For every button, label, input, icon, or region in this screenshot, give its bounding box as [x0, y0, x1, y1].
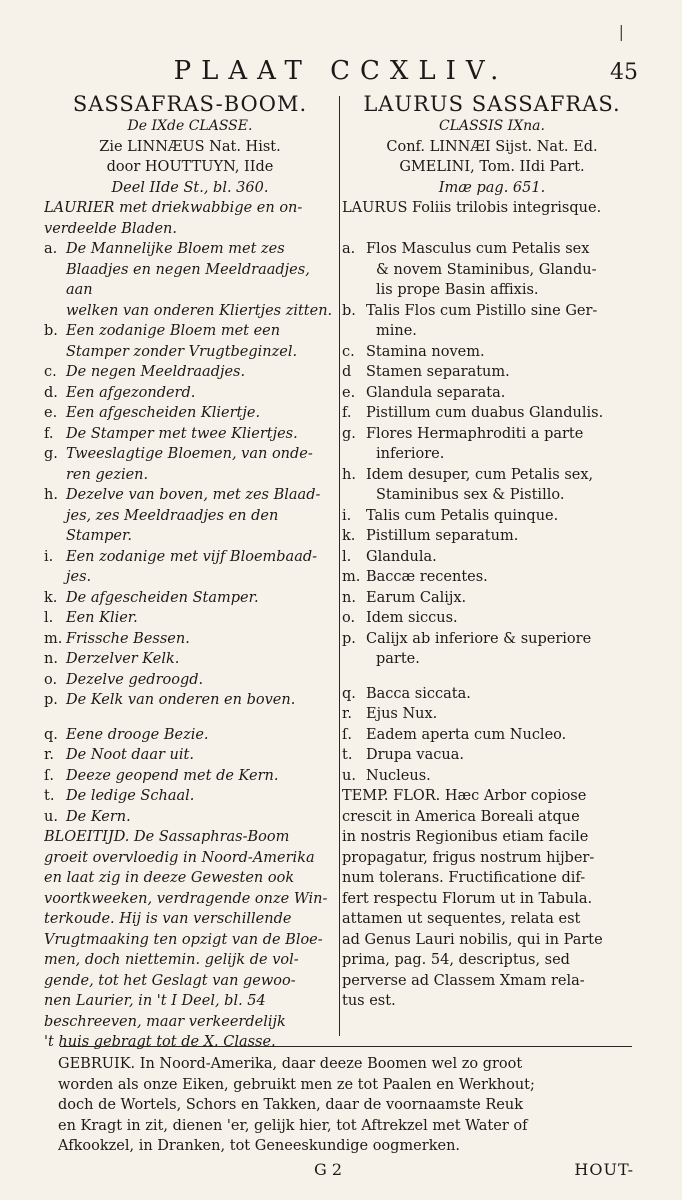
figure-key: q.	[44, 726, 58, 743]
figure-text: Glandula.	[366, 548, 437, 565]
figure-entry	[44, 588, 336, 609]
figure-text: Een afgezonderd.	[66, 384, 196, 401]
latin-ref-line: Conf. LINNÆI Sijst. Nat. Ed.	[386, 138, 598, 155]
figure-key: e.	[44, 405, 58, 421]
figure-text: Flos Masculus cum Petalis sex	[366, 241, 590, 257]
figure-text: Baccæ recentes.	[366, 569, 488, 585]
figure-entry	[342, 629, 642, 670]
figure-key: ſ.	[342, 726, 352, 743]
footer-rule	[60, 1046, 632, 1047]
text-line: terkoude. Hij is van verschillende	[44, 911, 292, 927]
figure-entry	[44, 485, 336, 547]
figure-key: k.	[342, 528, 356, 544]
figure-text: Drupa vacua.	[366, 747, 464, 763]
figure-key: t.	[44, 788, 55, 804]
dutch-class-line: De IXde CLASSE.	[127, 118, 253, 134]
text-line: BLOEITIJD. De Sassaphras-Boom	[44, 829, 290, 845]
figure-key: r.	[342, 706, 352, 722]
text-line: beschreeven, maar verkeerdelijk	[44, 1013, 286, 1030]
figure-entry	[342, 383, 642, 404]
dutch-ref-line: door HOUTTUYN, IIde	[106, 159, 274, 175]
text-line: fert respectu Florum ut in Tabula.	[342, 890, 593, 907]
figure-text: Earum Calijx.	[366, 589, 467, 606]
figure-entry	[44, 766, 336, 787]
figure-key: d.	[44, 384, 58, 401]
figure-text: Idem desuper, cum Petalis sex,	[366, 466, 594, 483]
figure-entry	[44, 321, 336, 362]
plate-title: PLAAT CCXLIV.	[173, 56, 509, 86]
page-number: 45	[610, 60, 638, 85]
text-line: groeit overvloedig in Noord-Amerika	[44, 849, 315, 866]
figure-key: c.	[342, 343, 355, 360]
figure-key: o.	[44, 671, 58, 688]
figure-text: De Stamper met twee Kliertjes.	[66, 425, 298, 442]
figure-text: Deeze geopend met de Kern.	[66, 767, 279, 784]
figure-entry	[342, 506, 642, 527]
figure-text: De Noot daar uit.	[66, 747, 194, 763]
figure-text: Talis cum Petalis quinque.	[366, 507, 559, 524]
latin-ref-line: Imæ pag. 651.	[438, 179, 546, 196]
figure-key: r.	[44, 747, 54, 763]
figure-text: De negen Meeldraadjes.	[66, 364, 246, 380]
figure-text: Nucleus.	[366, 767, 431, 784]
figure-text: Tweeslagtige Bloemen, van onde-	[66, 446, 313, 462]
figure-key: b.	[342, 302, 356, 319]
figure-text: Bacca siccata.	[366, 685, 471, 702]
text-line: nen Laurier, in 't I Deel, bl. 54	[44, 993, 266, 1009]
figure-key: a.	[342, 241, 356, 257]
figure-entry	[44, 239, 336, 321]
figure-entry	[44, 608, 336, 629]
figure-text: inferiore.	[376, 446, 445, 462]
figure-text: Frissche Bessen.	[66, 630, 190, 647]
text-line: GEBRUIK. In Noord-Amerika, daar deeze Boomen wel zo groot	[58, 1056, 523, 1072]
figure-entry	[44, 690, 336, 711]
figure-text: Pistillum cum duabus Glandulis.	[366, 405, 604, 421]
figure-entry	[342, 526, 642, 547]
latin-description-line: LAURUS Foliis trilobis integrisque.	[342, 200, 602, 216]
figure-key: o.	[342, 610, 356, 626]
figure-text: Een zodanige met vijf Bloembaad-	[66, 548, 318, 565]
figure-key: l.	[342, 548, 352, 565]
figure-text: Ejus Nux.	[366, 706, 438, 722]
latin-flowering-paragraph	[342, 786, 642, 1012]
page-mark: |	[618, 22, 624, 41]
latin-ref-line: GMELINI, Tom. IIdi Part.	[399, 159, 585, 175]
figure-text: Glandula separata.	[366, 384, 506, 401]
figure-text: De afgescheiden Stamper.	[66, 589, 259, 606]
section-gap	[342, 670, 642, 684]
figure-entry	[44, 362, 336, 383]
figure-text: jes, zes Meeldraadjes en den Stamper.	[66, 507, 279, 544]
dutch-ref-line: Zie LINNÆUS Nat. Hist.	[99, 138, 281, 155]
figure-key: h.	[342, 466, 356, 483]
figure-entry	[44, 403, 336, 424]
figure-text: Talis Flos cum Pistillo sine Ger-	[366, 302, 598, 319]
text-line: men, doch niettemin. gelijk de vol-	[44, 952, 299, 968]
figure-entry	[342, 424, 642, 465]
text-line: Afkookzel, in Dranken, tot Geneeskundige oogmerken.	[58, 1138, 461, 1154]
figure-key: i.	[44, 548, 54, 565]
text-line: prima, pag. 54, descriptus, sed	[342, 952, 570, 968]
figure-text: & novem Staminibus, Glandu-	[376, 261, 597, 278]
figure-entry	[44, 670, 336, 691]
figure-text: welken van onderen Kliertjes zitten.	[66, 302, 333, 319]
figure-entry	[342, 547, 642, 568]
figure-entry	[342, 684, 642, 705]
dutch-column	[44, 92, 336, 1053]
figure-key: t.	[342, 747, 353, 763]
figure-key: g.	[342, 425, 356, 442]
text-line: attamen ut sequentes, relata est	[342, 911, 581, 927]
figure-text: Eadem aperta cum Nucleo.	[366, 726, 567, 743]
figure-text: De ledige Schaal.	[66, 788, 195, 804]
figure-entry	[44, 807, 336, 828]
dutch-ref-line: Deel IIde St., bl. 360.	[111, 179, 269, 196]
latin-column	[342, 92, 642, 1012]
text-line: en laat zig in deeze Gewesten ook	[44, 870, 295, 886]
figure-text: Een zodanige Bloem met een	[66, 323, 281, 339]
figure-entry	[342, 403, 642, 424]
figure-key: b.	[44, 323, 58, 339]
figure-key: p.	[342, 630, 356, 647]
figure-entry	[342, 608, 642, 629]
text-line: doch de Wortels, Schors en Takken, daar de voornaamste Reuk	[58, 1097, 523, 1113]
figure-entry	[342, 766, 642, 787]
figure-entry	[342, 362, 642, 383]
figure-text: De Kern.	[66, 808, 131, 825]
figure-entry	[44, 629, 336, 650]
figure-key: n.	[342, 589, 356, 606]
text-line: propagatur, frigus nostrum hijber-	[342, 849, 595, 866]
figure-text: Stamper zonder Vrugtbeginzel.	[66, 343, 298, 360]
figure-entry	[342, 301, 642, 342]
figure-entry	[44, 424, 336, 445]
figure-text: mine.	[376, 323, 417, 339]
figure-key: q.	[342, 685, 356, 702]
figure-key: g.	[44, 446, 58, 462]
usage-note	[58, 1054, 636, 1157]
latin-title: LAURUS SASSAFRAS.	[363, 92, 621, 116]
figure-entry	[44, 725, 336, 746]
figure-key: m.	[342, 569, 361, 585]
figure-text: Calijx ab inferiore & superiore	[366, 630, 592, 647]
figure-entry	[342, 567, 642, 588]
dutch-description-line: LAURIER met driekwabbige en on-	[44, 200, 303, 216]
figure-entry	[342, 745, 642, 766]
figure-text: Idem siccus.	[366, 610, 458, 626]
latin-figure-list	[342, 239, 642, 786]
figure-text: Derzelver Kelk.	[66, 651, 180, 667]
text-line: TEMP. FLOR. Hæc Arbor copiose	[342, 788, 587, 804]
figure-key: i.	[342, 507, 352, 524]
text-line: en Kragt in zit, dienen 'er, gelijk hier, tot Aftrekzel met Water of	[58, 1117, 528, 1134]
figure-key: l.	[44, 610, 54, 626]
figure-text: Pistillum separatum.	[366, 528, 519, 544]
figure-key: u.	[44, 808, 58, 825]
figure-key: h.	[44, 487, 58, 503]
figure-entry	[342, 704, 642, 725]
figure-text: ren gezien.	[66, 466, 149, 483]
figure-entry	[342, 725, 642, 746]
figure-text: Stamina novem.	[366, 343, 485, 360]
figure-key: k.	[44, 589, 58, 606]
column-divider	[339, 96, 340, 1036]
dutch-title: SASSAFRAS-BOOM.	[72, 92, 308, 116]
figure-text: De Kelk van onderen en boven.	[66, 692, 296, 708]
figure-entry	[342, 588, 642, 609]
figure-entry	[342, 239, 642, 301]
figure-entry	[44, 649, 336, 670]
text-line: perverse ad Classem Xmam rela-	[342, 972, 585, 989]
figure-key: ſ.	[44, 767, 54, 784]
text-line: ad Genus Lauri nobilis, qui in Parte	[342, 931, 603, 948]
figure-text: Stamen separatum.	[366, 364, 510, 380]
figure-key: e.	[342, 384, 356, 401]
figure-text: jes.	[66, 569, 92, 585]
dutch-figure-list	[44, 239, 336, 827]
figure-text: Eene drooge Bezie.	[66, 726, 209, 743]
figure-key: n.	[44, 651, 58, 667]
text-line: tus est.	[342, 993, 396, 1009]
latin-class-line: CLASSIS IXna.	[439, 118, 545, 134]
figure-entry	[342, 342, 642, 363]
figure-key: c.	[44, 364, 57, 380]
figure-entry	[44, 786, 336, 807]
dutch-flowering-paragraph	[44, 827, 336, 1053]
figure-key: f.	[44, 425, 54, 442]
figure-key: a.	[44, 241, 58, 257]
figure-key: f.	[342, 405, 352, 421]
catchword: HOUT-	[574, 1160, 634, 1179]
figure-text: Flores Hermaphroditi a parte	[366, 425, 584, 442]
text-line: worden als onze Eiken, gebruikt men ze tot Paalen en Werkhout;	[58, 1076, 535, 1093]
text-line: crescit in America Boreali atque	[342, 808, 580, 825]
figure-text: Blaadjes en negen Meeldraadjes, aan	[66, 261, 310, 298]
figure-entry	[44, 444, 336, 485]
figure-text: Een Klier.	[66, 610, 138, 626]
figure-text: Dezelve van boven, met zes Blaad-	[66, 487, 321, 503]
figure-key: u.	[342, 767, 356, 784]
figure-text: parte.	[376, 651, 420, 667]
dutch-description-line: verdeelde Bladen.	[44, 220, 178, 237]
text-line: in nostris Regionibus etiam facile	[342, 829, 589, 845]
text-line: voortkweeken, verdragende onze Win-	[44, 890, 328, 907]
figure-text: De Mannelijke Bloem met zes	[66, 241, 285, 257]
figure-entry	[44, 383, 336, 404]
figure-entry	[342, 465, 642, 506]
section-gap	[44, 711, 336, 725]
text-line: 't huis gebragt tot de X. Classe.	[44, 1034, 276, 1050]
figure-text: lis prope Basin affixis.	[376, 282, 539, 298]
figure-entry	[44, 745, 336, 766]
figure-key: m.	[44, 630, 63, 647]
figure-key: d	[342, 364, 352, 380]
text-line: num tolerans. Fructificatione dif-	[342, 870, 586, 886]
figure-text: Dezelve gedroogd.	[66, 671, 204, 688]
figure-key: p.	[44, 692, 58, 708]
figure-text: Staminibus sex & Pistillo.	[376, 487, 565, 503]
text-line: Vrugtmaaking ten opzigt van de Bloe-	[44, 931, 323, 948]
signature-mark: G 2	[314, 1160, 343, 1179]
text-line: gende, tot het Geslagt van gewoo-	[44, 972, 296, 989]
figure-text: Een afgescheiden Kliertje.	[66, 405, 261, 421]
figure-entry	[44, 547, 336, 588]
